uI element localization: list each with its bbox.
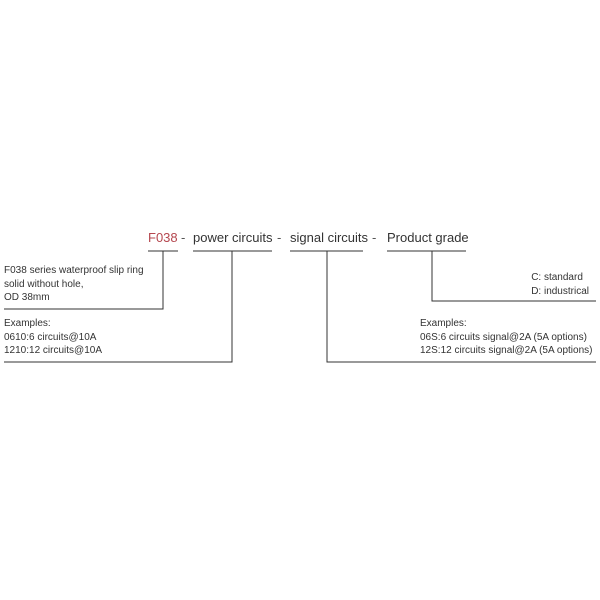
signal-example-item: 06S:6 circuits signal@2A (5A options) xyxy=(420,331,587,343)
grade-option: D: industrical xyxy=(531,285,589,297)
separator-3: - xyxy=(372,230,377,245)
signal-examples-title: Examples: xyxy=(420,318,467,329)
grade-options xyxy=(531,271,589,298)
prefix-description-line: F038 series waterproof slip ring xyxy=(4,265,144,276)
signal-example-item: 12S:12 circuits signal@2A (5A options) xyxy=(420,345,593,356)
field-signal-circuits: signal circuits xyxy=(290,230,369,245)
power-examples-title: Examples: xyxy=(4,318,51,329)
prefix-description-line: solid without hole, xyxy=(4,278,84,290)
grade-option: C: standard xyxy=(531,272,583,283)
power-example-item: 0610:6 circuits@10A xyxy=(4,331,97,343)
code-prefix: F038 xyxy=(148,230,178,245)
field-power-circuits: power circuits xyxy=(193,230,273,245)
prefix-description xyxy=(4,264,144,305)
field-product-grade: Product grade xyxy=(387,230,469,245)
separator-2: - xyxy=(277,230,282,245)
separator-1: - xyxy=(181,230,186,245)
prefix-description-line: OD 38mm xyxy=(4,292,50,303)
signal-examples xyxy=(420,317,592,358)
power-examples xyxy=(4,317,102,358)
power-example-item: 1210:12 circuits@10A xyxy=(4,345,102,356)
